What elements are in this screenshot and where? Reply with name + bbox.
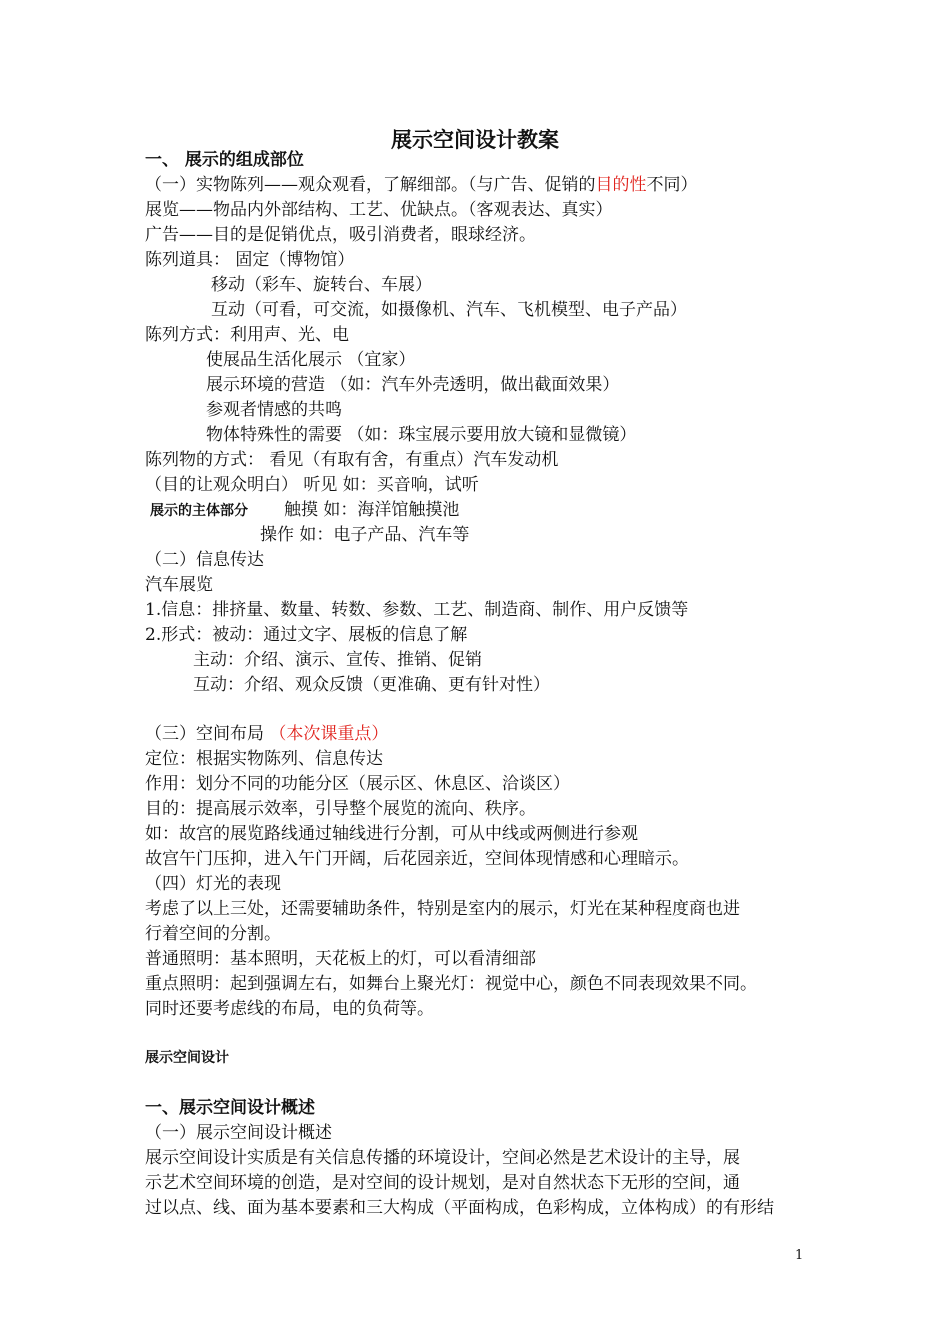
text-line: （一）实物陈列——观众观看，了解细部。（与广告、促销的目的性不同） (145, 175, 698, 195)
text-line: 展示的主体部分 触摸 如：海洋馆触摸池 (150, 500, 460, 520)
text-line: 同时还要考虑线的布局，电的负荷等。 (145, 999, 434, 1019)
text-line: 如：故宫的展览路线通过轴线进行分割，可从中线或两侧进行参观 (145, 824, 638, 844)
text-line: 故宫午门压抑，进入午门开阔，后花园亲近，空间体现情感和心理暗示。 (145, 849, 689, 869)
text-line: 汽车展览 (145, 575, 213, 595)
text-line: 重点照明：起到强调左右，如舞台上聚光灯：视觉中心，颜色不同表现效果不同。 (145, 974, 757, 994)
text-line: 1.信息：排挤量、数量、转数、参数、工艺、制造商、制作、用户反馈等 (145, 600, 689, 620)
text-line: 物体特殊性的需要 （如：珠宝展示要用放大镜和显微镜） (206, 425, 637, 445)
text-line: 展览——物品内外部结构、工艺、优缺点。（客观表达、真实） (145, 200, 613, 220)
text-line: 作用：划分不同的功能分区（展示区、休息区、洽谈区） (145, 774, 570, 794)
highlight-text: （本次课重点） (269, 724, 389, 744)
text-line: （一）展示空间设计概述 (145, 1123, 332, 1143)
text-line: 广告——目的是促销优点，吸引消费者，眼球经济。 (145, 225, 536, 245)
text-line: 示艺术空间环境的创造，是对空间的设计规划，是对自然状态下无形的空间，通 (145, 1173, 740, 1193)
text-line: （目的让观众明白） 听见 如：买音响，试听 (145, 475, 479, 495)
text-line: 定位：根据实物陈列、信息传达 (145, 749, 383, 769)
text-line: 使展品生活化展示 （宜家） (206, 350, 416, 370)
text-line: 过以点、线、面为基本要素和三大构成（平面构成，色彩构成，立体构成）的有形结 (145, 1198, 774, 1218)
bold-label: 展示的主体部分 (150, 503, 248, 519)
document-title: 展示空间设计教案 (391, 128, 559, 152)
text-line: 目的：提高展示效率，引导整个展览的流向、秩序。 (145, 799, 536, 819)
text-line: （三）空间布局 （本次课重点） (145, 724, 389, 744)
text-line: 2.形式：被动：通过文字、展板的信息了解 (145, 625, 468, 645)
text-line: 互动：介绍、观众反馈（更准确、更有针对性） (193, 675, 550, 695)
text-line: 参观者情感的共鸣 (206, 400, 342, 420)
text-line: 陈列方式：利用声、光、电 (145, 325, 349, 345)
heading-1: 一、 展示的组成部位 (145, 150, 304, 170)
section-heading: 展示空间设计 (145, 1050, 229, 1066)
text-line: 陈列物的方式： 看见（有取有舍，有重点）汽车发动机 (145, 450, 559, 470)
text-line: 互动（可看，可交流，如摄像机、汽车、飞机模型、电子产品） (211, 300, 687, 320)
text-line: 展示空间设计实质是有关信息传播的环境设计，空间必然是艺术设计的主导，展 (145, 1148, 740, 1168)
text-line: （二）信息传达 (145, 550, 264, 570)
text-line: 展示环境的营造 （如：汽车外壳透明，做出截面效果） (206, 375, 620, 395)
text-line: 行着空间的分割。 (145, 924, 281, 944)
text-line: 普通照明：基本照明，天花板上的灯，可以看清细部 (145, 949, 536, 969)
highlight-text: 目的性 (595, 175, 647, 195)
text-line: 考虑了以上三处，还需要辅助条件，特别是室内的展示，灯光在某种程度商也进 (145, 899, 740, 919)
heading-1: 一、展示空间设计概述 (145, 1098, 315, 1118)
text-line: 主动：介绍、演示、宣传、推销、促销 (193, 650, 482, 670)
text-line: 陈列道具： 固定（博物馆） (145, 250, 355, 270)
text-line: （四）灯光的表现 (145, 874, 281, 894)
text-line: 操作 如：电子产品、汽车等 (260, 525, 470, 545)
text-line: 移动（彩车、旋转台、车展） (211, 275, 432, 295)
page-number: 1 (795, 1248, 804, 1263)
